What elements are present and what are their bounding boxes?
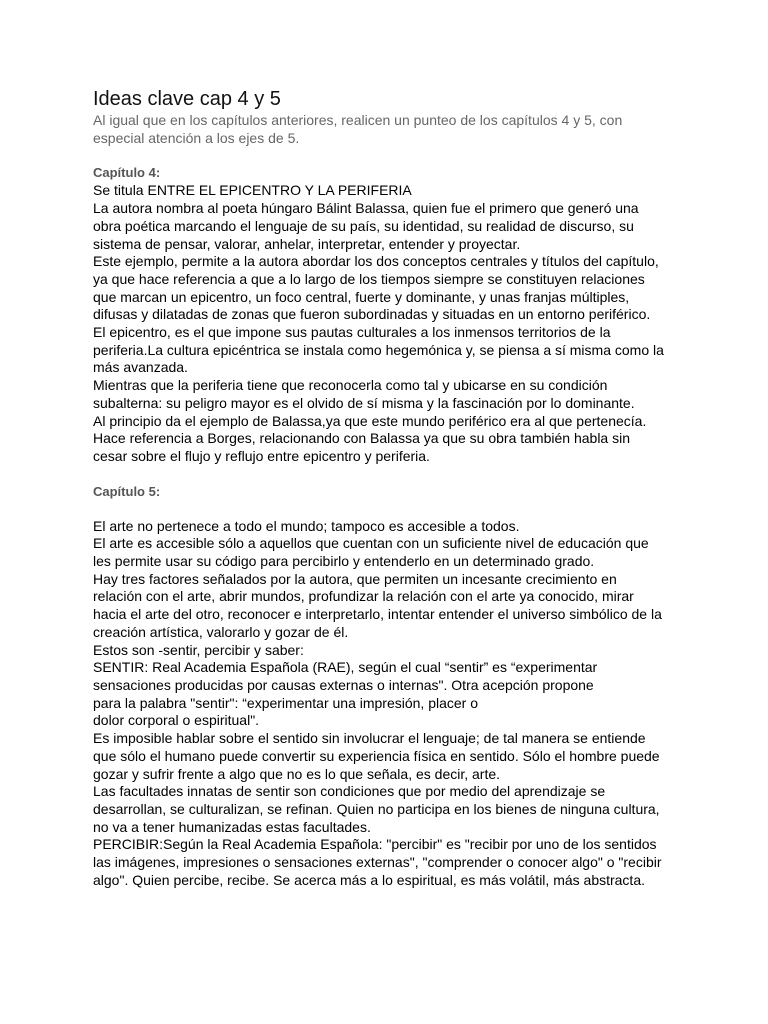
document-page [93,86,683,889]
chapter-5-paragraph: Es imposible hablar sobre el sentido sin involucrar el lenguaje; de tal manera se entiende que sólo el humano puede convertir su experiencia física en sentido. Sólo el hombre puede gozar y sufrir frente a algo que no es lo que señala, es decir, arte. [93,730,660,782]
chapter-5-heading: Capítulo 5: [93,483,161,499]
chapter-4-paragraph: Se titula ENTRE EL EPICENTRO Y LA PERIFERIA [93,182,412,199]
page-subtitle: Al igual que en los capítulos anteriores, realicen un punteo de los capítulos 4 y 5, con especial atención a los ejes de 5. [93,112,623,146]
chapter-4-paragraph: Mientras que la periferia tiene que reconocerla como tal y ubicarse en su condición subalterna: su peligro mayor es el olvido de sí misma y la fascinación por lo dominante. [93,377,635,411]
chapter-4-paragraph: Al principio da el ejemplo de Balassa,ya que este mundo periférico era al que pertenecía. [93,412,647,429]
chapter-5-paragraph: PERCIBIR:Según la Real Academia Española: "percibir" es "recibir por uno de los sentidos las imágenes, impresiones o sensaciones externas", "comprender o conocer algo" o "recibir algo". Quien percibe, recibe. Se acerca más a lo espiritual, es más volátil, más abstracta. [93,836,662,888]
chapter-5-paragraph: Hay tres factores señalados por la autora, que permiten un incesante crecimiento en relación con el arte, abrir mundos, profundizar la relación con el arte ya conocido, mirar hacia el arte del otro, reconocer e interpretarlo, intentar entender el universo simbólico de la creación artística, valorarlo y gozar de él. [93,570,662,640]
spacer [93,501,683,518]
chapter-4-paragraph: Hace referencia a Borges, relacionando con Balassa ya que su obra también habla sin cesar sobre el flujo y reflujo entre epicentro y periferia. [93,430,630,464]
chapter-4-heading: Capítulo 4: [93,165,161,181]
chapter-5-paragraph: El arte no pertenece a todo el mundo; tampoco es accesible a todos. [93,517,520,534]
chapter-4-section [93,164,683,465]
chapter-4-paragraph: La autora nombra al poeta húngaro Bálint Balassa, quien fue el primero que generó una obra poética marcando el lenguaje de su país, su identidad, su realidad de discurso, su sistema de pensar, valorar, anhelar, interpretar, entender y proyectar. [93,200,639,252]
chapter-5-paragraph: El arte es accesible sólo a aquellos que cuentan con un suficiente nivel de educación que les permite usar su código para percibirlo y entenderlo en un determinado grado. [93,535,649,570]
spacer [93,466,683,483]
chapter-5-section [93,483,683,890]
spacer [93,147,683,164]
page-title: Ideas clave cap 4 y 5 [93,88,281,110]
chapter-4-paragraph: Este ejemplo, permite a la autora abordar los dos conceptos centrales y títulos del capítulo, ya que hace referencia a que a lo largo de los tiempos siempre se constituyen relaciones que marcan un epicentro, un foco central, fuerte y dominante, y unas franjas múltiples, difusas y dilatadas de zonas que fueron subordinadas y situadas en un entorno periférico. [93,253,659,323]
chapter-5-paragraph: Las facultades innatas de sentir son condiciones que por medio del aprendizaje se desarrollan, se culturalizan, se refinan. Quien no participa en los bienes de ninguna cultura, no va a tener humanizadas estas facultades. [93,783,660,835]
chapter-4-paragraph: El epicentro, es el que impone sus pautas culturales a los inmensos territorios de la periferia.La cultura epicéntrica se instala como hegemónica y, se piensa a sí misma como la más avanzada. [93,324,664,376]
chapter-5-paragraph: Estos son -sentir, percibir y saber: [93,641,304,658]
chapter-5-paragraph: SENTIR: Real Academia Española (RAE), según el cual “sentir” es “experimentar sensaciones producidas por causas externas o internas". Otra acepción propone para la palabra "sentir": “experimentar una impresión, placer o dolor corporal o espiritual". [93,659,598,729]
